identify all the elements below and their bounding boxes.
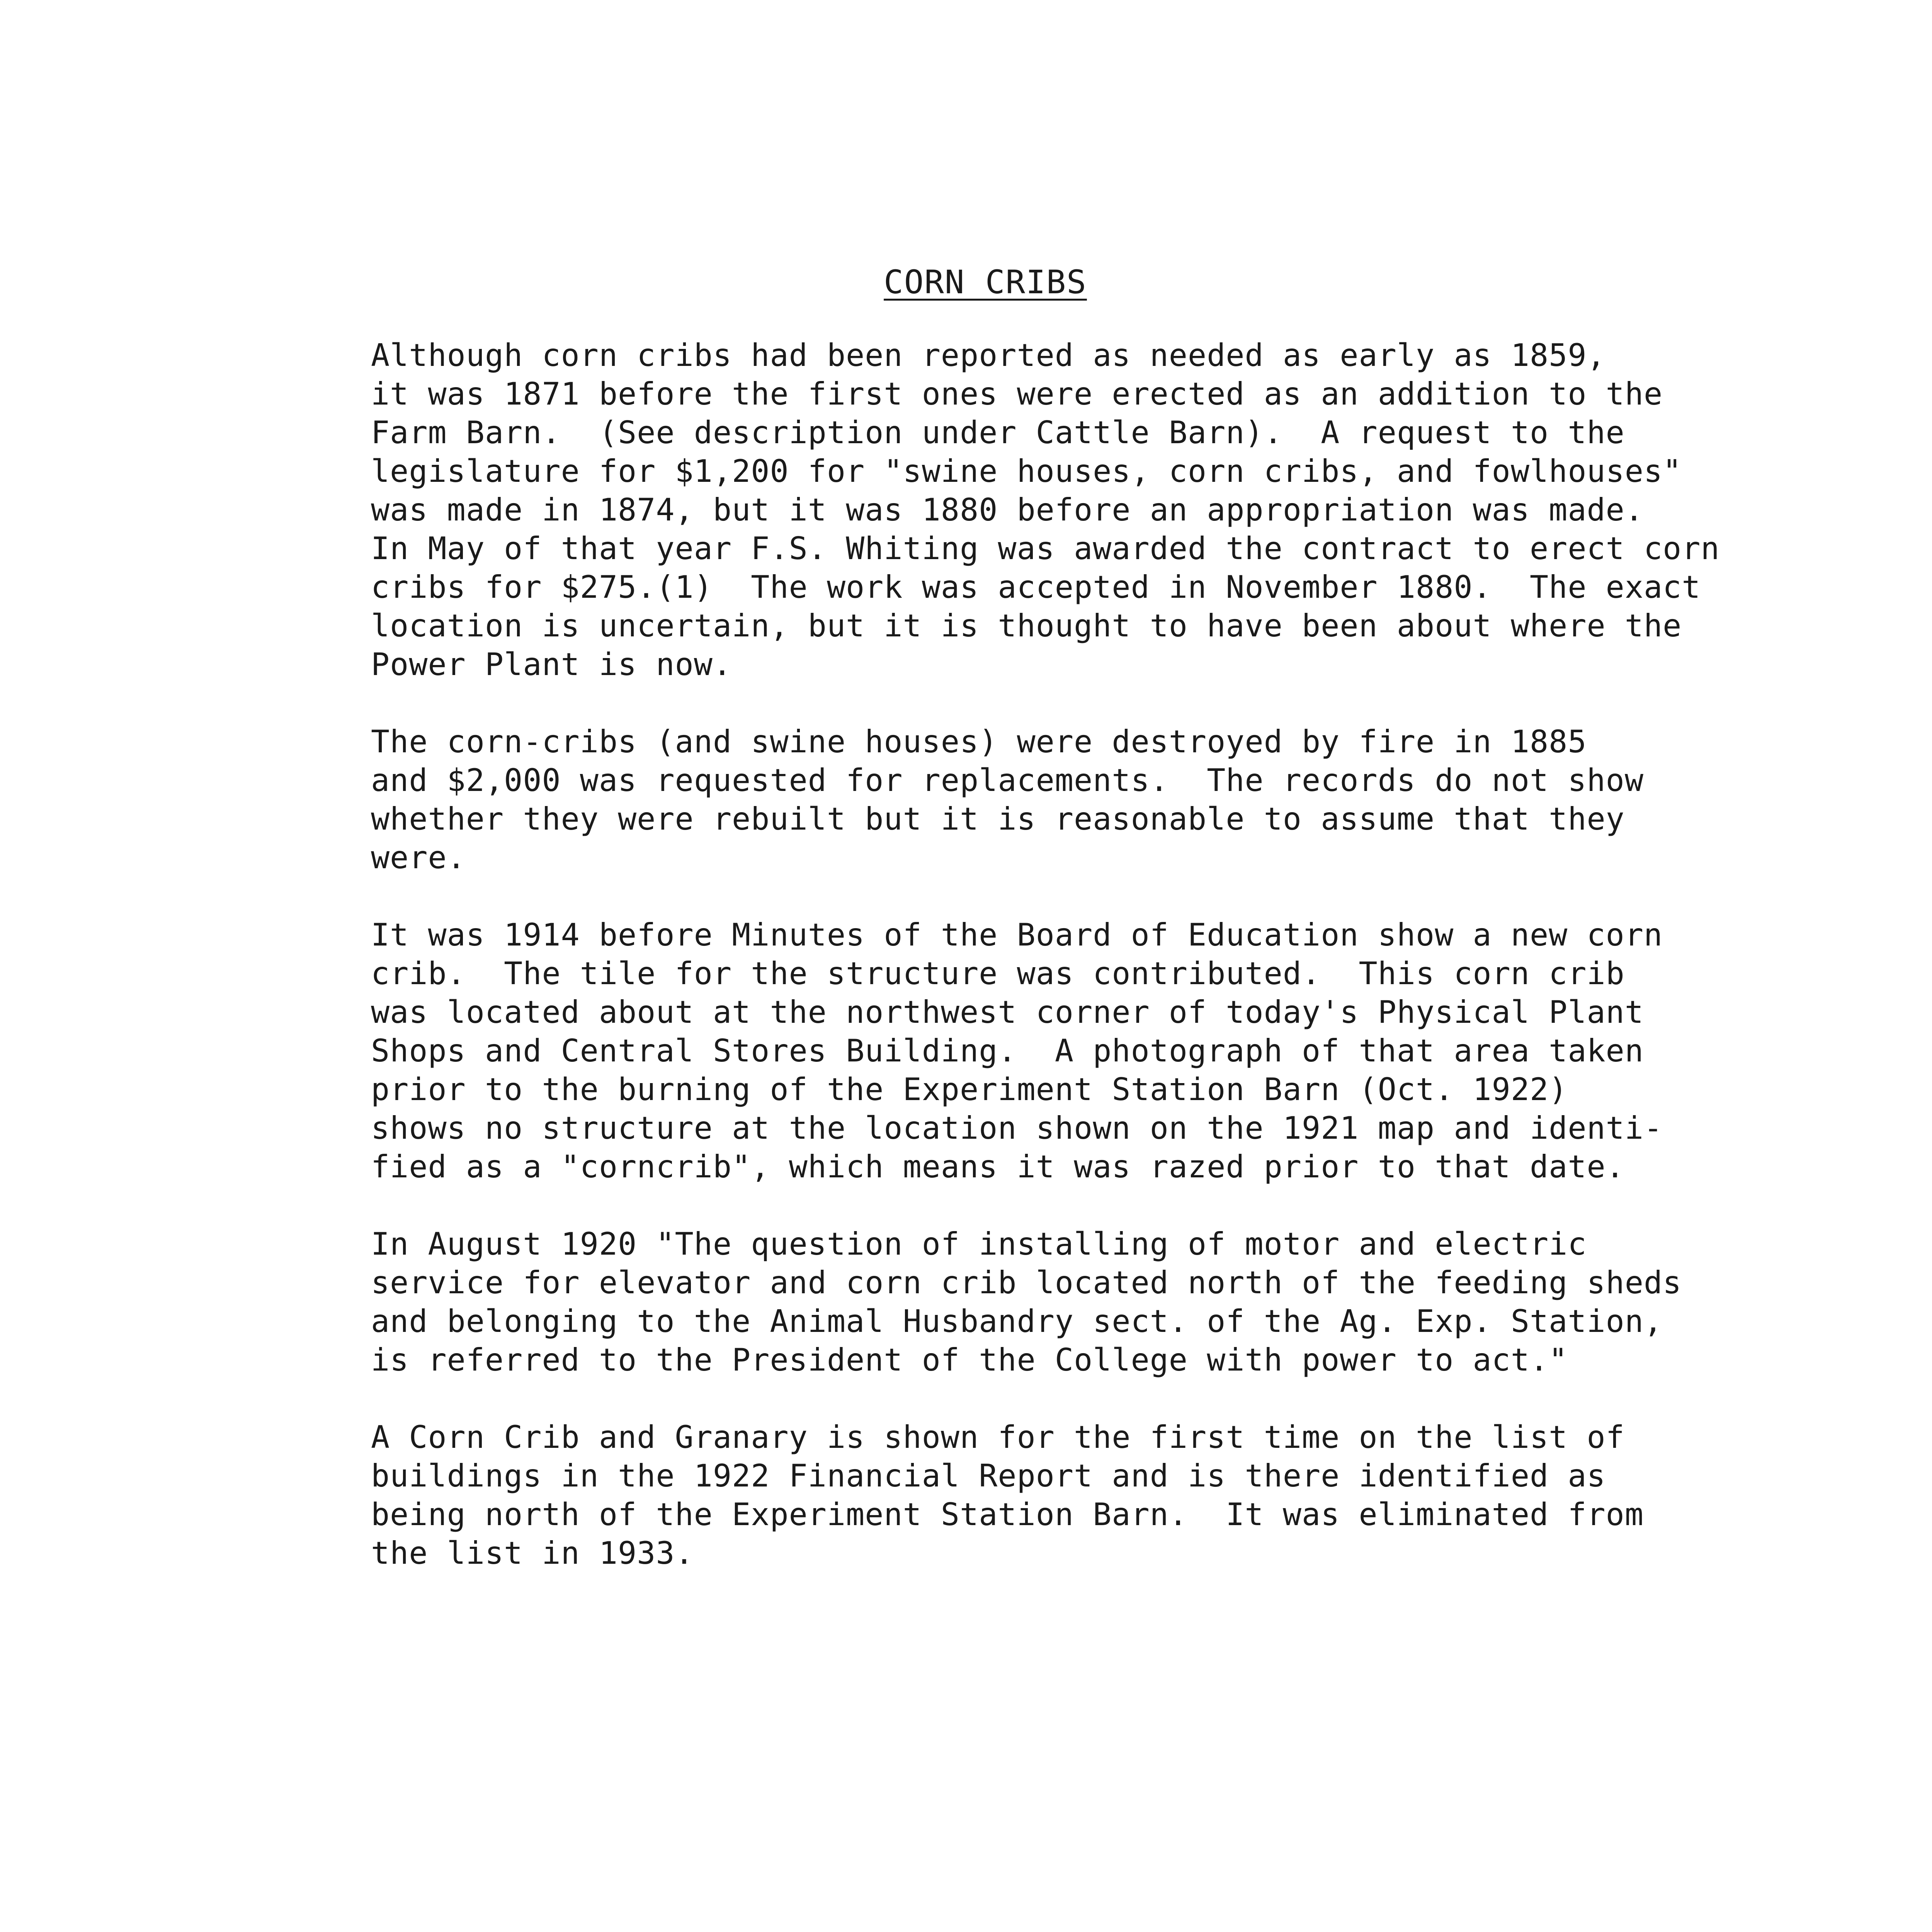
paragraph-line: location is uncertain, but it is thought to have been about where the [371, 608, 1682, 644]
paragraph-2 [371, 723, 1801, 877]
paragraph-5 [371, 1418, 1801, 1573]
paragraph-line: cribs for $275.(1) The work was accepted in November 1880. The exact [371, 569, 1701, 605]
paragraph-line: was made in 1874, but it was 1880 before an appropriation was made. [371, 492, 1644, 528]
paragraph-line: In August 1920 "The question of installing of motor and electric [371, 1226, 1587, 1262]
paragraph-line: prior to the burning of the Experiment Station Barn (Oct. 1922) [371, 1071, 1568, 1107]
paragraph-line: Shops and Central Stores Building. A photograph of that area taken [371, 1033, 1644, 1069]
paragraph-line: fied as a "corncrib", which means it was razed prior to that date. [371, 1149, 1625, 1185]
paragraph-line: were. [371, 840, 466, 876]
paragraph-line: and $2,000 was requested for replacements. The records do not show [371, 762, 1644, 798]
paragraph-line: Power Plant is now. [371, 646, 732, 682]
paragraph-line: it was 1871 before the first ones were erected as an addition to the [371, 376, 1663, 412]
paragraph-line: Although corn cribs had been reported as needed as early as 1859, [371, 337, 1606, 373]
paragraph-line: whether they were rebuilt but it is reasonable to assume that they [371, 801, 1625, 837]
paragraph-line: buildings in the 1922 Financial Report and is there identified as [371, 1458, 1606, 1494]
paragraph-line: The corn-cribs (and swine houses) were destroyed by fire in 1885 [371, 724, 1587, 760]
paragraph-line: service for elevator and corn crib located north of the feeding sheds [371, 1265, 1682, 1301]
paragraph-line: Farm Barn. (See description under Cattle Barn). A request to the [371, 415, 1625, 451]
paragraph-line: crib. The tile for the structure was contributed. This corn crib [371, 956, 1625, 992]
paragraph-line: was located about at the northwest corner of today's Physical Plant [371, 994, 1644, 1030]
paragraph-line: In May of that year F.S. Whiting was awarded the contract to erect corn [371, 531, 1720, 566]
paragraph-line: and belonging to the Animal Husbandry sect. of the Ag. Exp. Station, [371, 1303, 1663, 1339]
paragraph-line: A Corn Crib and Granary is shown for the first time on the list of [371, 1419, 1625, 1455]
page-title [0, 263, 1932, 301]
paragraph-4 [371, 1225, 1801, 1379]
paragraph-line: It was 1914 before Minutes of the Board of Education show a new corn [371, 917, 1663, 953]
paragraph-3 [371, 916, 1801, 1186]
paragraph-line: the list in 1933. [371, 1535, 694, 1571]
paragraph-line: being north of the Experiment Station Barn. It was eliminated from [371, 1497, 1644, 1532]
paragraph-1 [371, 336, 1801, 684]
paragraph-line: is referred to the President of the College with power to act." [371, 1342, 1568, 1378]
paragraph-line: shows no structure at the location shown on the 1921 map and identi- [371, 1110, 1663, 1146]
page-title-text: CORN CRIBS [884, 263, 1087, 301]
paragraph-line: legislature for $1,200 for "swine houses, corn cribs, and fowlhouses" [371, 453, 1682, 489]
body-text [371, 336, 1801, 1611]
